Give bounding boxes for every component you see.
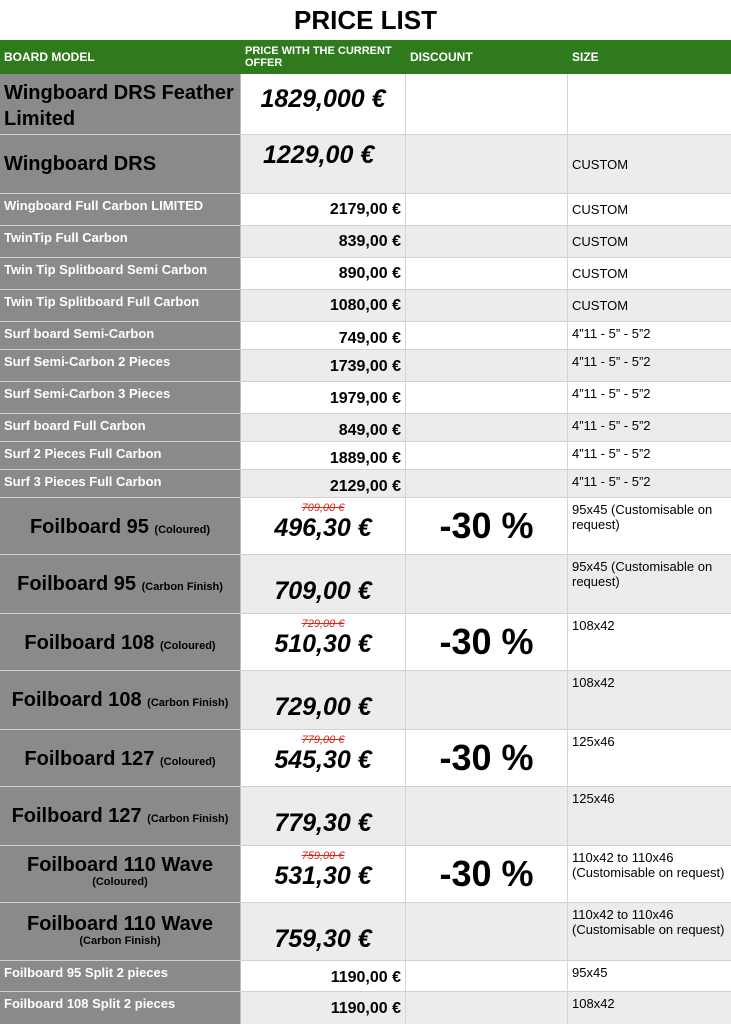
model-cell [0, 846, 241, 902]
discount-cell [406, 135, 568, 193]
price-cell [241, 787, 406, 845]
price-value: 839,00 € [241, 226, 406, 257]
price-value: 749,00 € [241, 322, 406, 349]
price-value: 1190,00 € [241, 992, 406, 1024]
discount-cell [406, 74, 568, 134]
old-price: 729,00 € [301, 618, 345, 630]
old-price: 759,00 € [301, 850, 345, 862]
size-value: 95x45 [572, 965, 608, 980]
size-value: 95x45 (Customisable on request) [572, 502, 713, 532]
table-row [0, 787, 731, 846]
size-value: 95x45 (Customisable on request) [568, 555, 731, 613]
model-variant: (Carbon Finish) [147, 697, 229, 709]
price-value: 1190,00 € [241, 961, 406, 991]
model-name: Twin Tip Splitboard Full Carbon [0, 290, 241, 321]
price-value: 849,00 € [241, 414, 406, 441]
old-price: 709,00 € [301, 502, 345, 514]
table-row [0, 74, 731, 135]
table-row [0, 992, 731, 1024]
table-row [0, 614, 731, 671]
price-value: 779,30 € [274, 809, 372, 837]
discount-cell [406, 730, 568, 786]
size-value: CUSTOM [568, 290, 731, 321]
table-row [0, 350, 731, 382]
size-value: CUSTOM [572, 202, 629, 217]
table-row [0, 194, 731, 226]
model-variant: (Carbon Finish) [141, 581, 223, 593]
price-cell [241, 135, 406, 193]
price-cell [241, 846, 406, 902]
size-value: CUSTOM [568, 226, 731, 257]
header-size: SIZE [572, 50, 599, 64]
price-cell [241, 671, 406, 729]
price-value: 1739,00 € [241, 350, 406, 381]
price-value: 1229,00 € [263, 141, 375, 169]
model-cell [0, 730, 241, 786]
price-value: 1889,00 € [241, 442, 406, 469]
discount-value: -30 % [439, 853, 534, 894]
price-value: 496,30 € [274, 514, 372, 542]
discount-cell [406, 226, 568, 257]
model-name: Foilboard 127 [24, 748, 155, 770]
model-name: Wingboard DRS Feather Limited [4, 82, 234, 130]
table-row [0, 290, 731, 322]
size-value: 108x42 [568, 671, 731, 729]
discount-value: -30 % [439, 621, 534, 662]
discount-cell [406, 350, 568, 381]
size-value: 4”11 - 5” - 5”2 [568, 470, 731, 497]
discount-cell [406, 470, 568, 497]
price-value: 510,30 € [274, 630, 372, 658]
price-value: 545,30 € [274, 746, 372, 774]
table-row [0, 135, 731, 194]
size-value: 4”11 - 5” - 5”2 [568, 414, 731, 441]
old-price: 779,00 € [301, 734, 345, 746]
model-name: Foilboard 108 Split 2 pieces [0, 992, 241, 1024]
table-row [0, 414, 731, 442]
discount-cell [406, 322, 568, 349]
price-value: 729,00 € [274, 693, 372, 721]
discount-cell [406, 787, 568, 845]
model-name: Surf board Semi-Carbon [0, 322, 241, 349]
table-row [0, 555, 731, 614]
model-name: Foilboard 108 [24, 632, 155, 654]
discount-value: -30 % [439, 505, 534, 546]
size-value: 108x42 [572, 618, 615, 633]
table-row [0, 226, 731, 258]
price-cell [241, 74, 406, 134]
model-variant: (Coloured) [159, 756, 216, 768]
table-row [0, 730, 731, 787]
model-cell [0, 903, 241, 960]
model-name: Wingboard Full Carbon LIMITED [0, 194, 241, 225]
model-name: Foilboard 95 [29, 516, 149, 538]
discount-cell [406, 290, 568, 321]
size-value: 4”11 - 5” - 5”2 [568, 350, 731, 381]
model-name: Twin Tip Splitboard Semi Carbon [0, 258, 241, 289]
model-variant: (Carbon Finish) [147, 813, 229, 825]
price-value: 890,00 € [241, 258, 406, 289]
size-value: CUSTOM [572, 156, 629, 172]
price-cell [241, 903, 406, 960]
model-variant: (Coloured) [154, 524, 211, 536]
discount-cell [406, 258, 568, 289]
discount-cell [406, 992, 568, 1024]
discount-cell [406, 846, 568, 902]
model-cell [0, 787, 241, 845]
discount-cell [406, 671, 568, 729]
size-cell [568, 135, 731, 193]
model-variant: (Carbon Finish) [79, 935, 161, 947]
model-name: Surf Semi-Carbon 2 Pieces [0, 350, 241, 381]
model-cell [0, 498, 241, 554]
size-value: 4”11 - 5” - 5”2 [572, 386, 651, 401]
table-row [0, 442, 731, 470]
model-name: Foilboard 95 Split 2 pieces [0, 961, 241, 991]
model-name: Wingboard DRS [4, 153, 157, 175]
table-row [0, 322, 731, 350]
size-value: CUSTOM [572, 266, 629, 281]
header-board-model: BOARD MODEL [4, 50, 95, 64]
size-value: 125x46 [572, 734, 615, 749]
model-cell [0, 614, 241, 670]
model-cell [0, 74, 241, 134]
table-row [0, 961, 731, 992]
price-cell [241, 498, 406, 554]
model-name: Foilboard 110 Wave [27, 913, 213, 935]
size-value: 125x46 [568, 787, 731, 845]
model-name: Surf 2 Pieces Full Carbon [0, 442, 241, 469]
table-row [0, 382, 731, 414]
size-value: 110x42 to 110x46 (Customisable on request) [568, 903, 731, 960]
price-value: 1829,000 € [260, 84, 386, 113]
discount-cell [406, 194, 568, 225]
discount-cell [406, 555, 568, 613]
header-price: PRICE WITH THE CURRENT OFFER [245, 45, 392, 69]
discount-cell [406, 498, 568, 554]
size-cell [568, 74, 731, 134]
model-name: Foilboard 108 [11, 689, 142, 711]
discount-cell [406, 382, 568, 413]
page-title: PRICE LIST [293, 5, 437, 35]
model-name: TwinTip Full Carbon [0, 226, 241, 257]
price-value: 2179,00 € [241, 194, 406, 225]
size-value: 108x42 [568, 992, 731, 1024]
price-value: 1979,00 € [241, 382, 406, 413]
table-row [0, 470, 731, 498]
table-row [0, 498, 731, 555]
discount-cell [406, 614, 568, 670]
table-row [0, 671, 731, 730]
size-value: 4”11 - 5” - 5”2 [572, 326, 651, 341]
size-value: 110x42 to 110x46 (Customisable on request) [572, 850, 725, 880]
price-cell [241, 614, 406, 670]
discount-cell [406, 903, 568, 960]
model-variant: (Coloured) [92, 876, 148, 888]
discount-cell [406, 442, 568, 469]
model-name: Foilboard 95 [17, 573, 137, 595]
model-name: Surf Semi-Carbon 3 Pieces [0, 382, 241, 413]
price-value: 531,30 € [274, 862, 372, 890]
table-row [0, 846, 731, 903]
discount-value: -30 % [439, 737, 534, 778]
price-value: 709,00 € [274, 577, 372, 605]
price-cell [241, 730, 406, 786]
model-cell [0, 135, 241, 193]
price-value: 2129,00 € [241, 470, 406, 497]
model-variant: (Coloured) [159, 640, 216, 652]
model-cell [0, 671, 241, 729]
model-cell [0, 555, 241, 613]
table-header [0, 40, 731, 74]
table-row [0, 903, 731, 961]
price-value: 759,30 € [274, 925, 372, 953]
price-cell [241, 555, 406, 613]
model-name: Surf board Full Carbon [0, 414, 241, 441]
header-discount: DISCOUNT [410, 50, 473, 64]
model-name: Foilboard 127 [11, 805, 142, 827]
model-name: Foilboard 110 Wave [27, 854, 213, 876]
size-value: 4”11 - 5” - 5”2 [572, 446, 651, 461]
discount-cell [406, 414, 568, 441]
model-name: Surf 3 Pieces Full Carbon [0, 470, 241, 497]
discount-cell [406, 961, 568, 991]
table-row [0, 258, 731, 290]
price-value: 1080,00 € [241, 290, 406, 321]
